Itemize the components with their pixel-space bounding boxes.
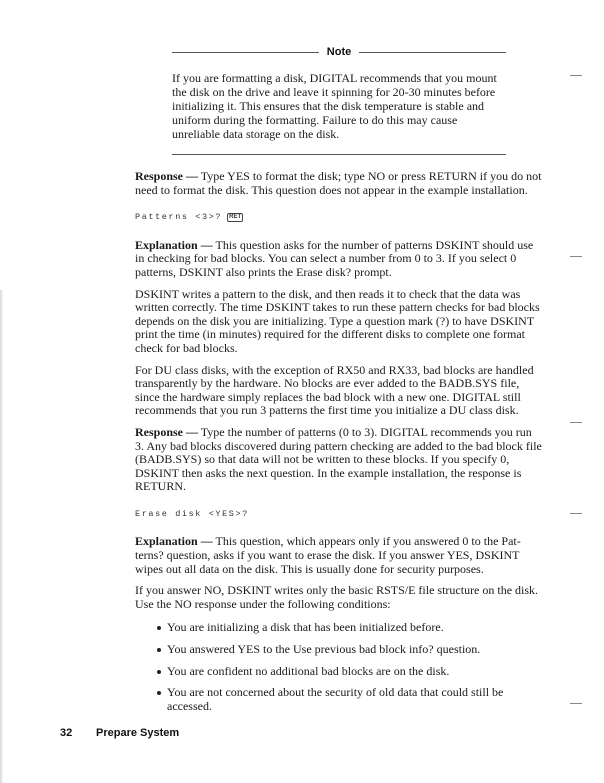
list-item: You answered YES to the Use previous bad block info? question.: [157, 643, 543, 657]
list-item: You are not concerned about the security of old data that could still be accessed.: [157, 686, 543, 713]
note-box: [172, 44, 506, 141]
explanation-paragraph: [135, 535, 543, 576]
response-label: Response —: [135, 169, 199, 183]
main-content: [135, 170, 543, 721]
note-rule-left: [172, 52, 319, 53]
erase-disk-prompt: [135, 508, 543, 522]
explanation-text: This question asks for the number of patterns DSKINT should use in checking for bad blocks. You can select a number from 0 to 3. If you select 0 patterns, DSKINT also prints the Erase disk? prompt.: [135, 237, 534, 279]
prompt-text: Patterns <3>?: [135, 212, 223, 223]
patterns-prompt: [135, 211, 543, 225]
dskint-paragraph: DSKINT writes a pattern to the disk, and then reads it to check that the data was written correctly. The time DSKINT takes to run these pattern checks for bad blocks depends on the disk you are initializing. Type a question mark (?) to have DSKINT print the time (in minutes) required for the different disks to complete one format check for bad blocks.: [135, 286, 540, 355]
explanation-label: Explanation —: [135, 534, 213, 549]
margin-mark: [570, 703, 582, 704]
response-paragraph: [135, 426, 543, 494]
response-text: Type YES to format the disk; type NO or press RETURN if you do not need to format the disk. This question does not appear in the example installation.: [135, 169, 542, 197]
list-item: You are confident no additional bad blocks are on the disk.: [157, 665, 543, 679]
du-class-paragraph: For DU class disks, with the exception of RX50 and RX33, bad blocks are handled transparently by the hardware. No blocks are ever added to the BADB.SYS file, since the hardware simply replaces the bad block with a new one. DIGITAL still recommends that you run 3 patterns the first time you initialize a DU class disk.: [135, 362, 534, 418]
note-body: If you are formatting a disk, DIGITAL recommends that you mount the disk on the drive and leave it spinning for 20-30 minutes before initializing it. This ensures that the disk temperature is stable and uniform during the formatting. Failure to do this may cause unreliable data storage on the disk.: [172, 71, 497, 141]
response-paragraph: [135, 170, 543, 197]
list-item: You are initializing a disk that has been initialized before.: [157, 621, 543, 635]
explanation-text: This question, which appears only if you answered 0 to the Pat-terns? question, asks if you want to erase the disk. If you answer YES, DSKINT wipes out all data on the disk. This is usually done for security purposes.: [135, 534, 521, 576]
note-header: [172, 44, 506, 60]
response-text: Type the number of patterns (0 to 3). DIGITAL recommends you run 3. Any bad blocks discovered during pattern checking are added to the bad block file (BADB.SYS) so that data will not be written to these blocks. If you specify 0, DSKINT then asks the next question. In the example installation, the response is RETURN.: [135, 424, 542, 494]
margin-mark: [570, 513, 582, 514]
page-number: 32: [60, 727, 73, 739]
note-rule-right: [359, 52, 506, 53]
note-title: Note: [326, 46, 352, 58]
scan-edge-shadow: [0, 290, 3, 783]
explanation-paragraph: [135, 239, 543, 280]
no-response-paragraph: If you answer NO, DSKINT writes only the basic RSTS/E file structure on the disk. Use the NO response under the following conditions:: [135, 583, 539, 611]
explanation-label: Explanation —: [135, 237, 213, 252]
prompt-text: Erase disk <YES>?: [135, 508, 249, 519]
margin-mark: [570, 75, 582, 76]
conditions-list: [135, 621, 543, 713]
response-label: Response —: [135, 424, 199, 439]
return-key-icon: RET: [229, 214, 242, 221]
page-footer: [60, 727, 179, 739]
section-title: Prepare System: [96, 727, 180, 739]
margin-mark: [570, 256, 582, 257]
note-rule-bottom: [172, 154, 506, 155]
margin-mark: [570, 422, 582, 423]
